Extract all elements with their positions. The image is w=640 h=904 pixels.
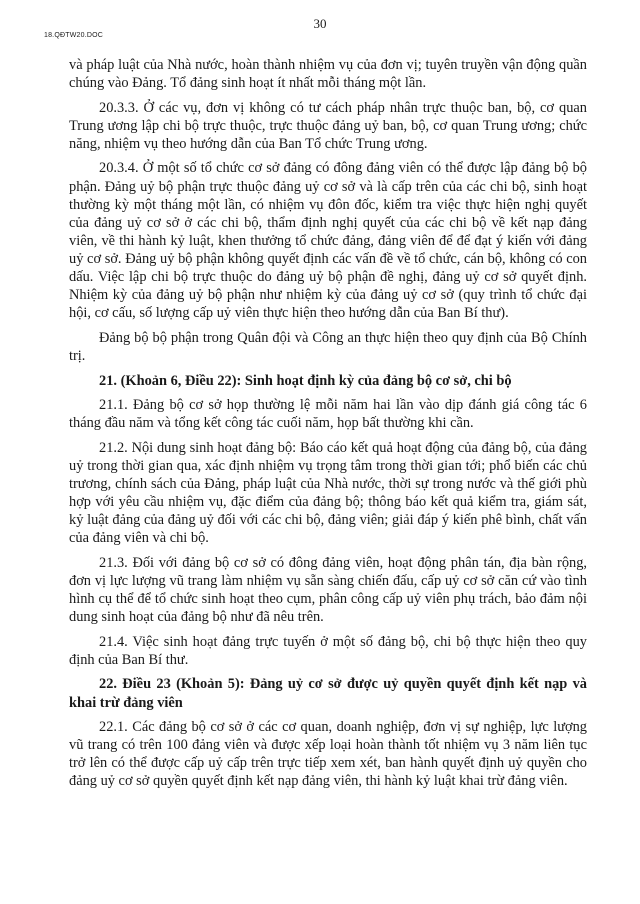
paragraph-21-4: 21.4. Việc sinh hoạt đảng trực tuyến ở một số đảng bộ, chi bộ thực hiện theo quy định của Ban Bí thư. [69, 633, 587, 668]
paragraph-20-3-4: 20.3.4. Ở một số tổ chức cơ sở đảng có đông đảng viên có thể được lập đảng bộ bộ phận. Đảng uỷ bộ phận trực thuộc đảng uỷ cơ sở và là cấp trên của các chi bộ, sinh hoạt thường kỳ một tháng một lần, có nhiệm vụ đôn đốc, kiểm tra việc thực hiện nghị quyết của đảng uỷ cơ sở ở các chi bộ, thẩm định nghị quyết của các chi bộ về kết nạp đảng viên, về thi hành kỷ luật, khen thưởng tổ chức đảng, đảng viên để để đạt ý kiến với đảng uỷ cơ sở. Đảng uỷ bộ phận không quyết định các vấn đề về tổ chức, cán bộ, không có con dấu. Việc lập chi bộ trực thuộc do đảng uỷ bộ phận đề nghị, đảng uỷ cơ sở quyết định. Nhiệm kỳ của đảng uỷ bộ phận như nhiệm kỳ của đảng uỷ cơ sở (quy trình tổ chức đại hội, cơ cấu, số lượng cấp uỷ viên thực hiện theo hướng dẫn của Ban Bí thư). [69, 160, 587, 322]
document-file-label: 18.QĐTW20.DOC [44, 32, 103, 39]
page-number: 30 [313, 16, 327, 31]
paragraph-22-1: 22.1. Các đảng bộ cơ sở ở các cơ quan, doanh nghiệp, đơn vị sự nghiệp, lực lượng vũ trang có trên 100 đảng viên và được xếp loại hoàn thành tốt nhiệm vụ 3 năm liên tục trở lên có thể được cấp uỷ cấp trên trực tiếp xem xét, ban hành quyết định uỷ quyền cho đảng uỷ cơ sở quyền quyết định kết nạp đảng viên, thi hành kỷ luật khai trừ đảng viên. [69, 719, 587, 790]
section-heading-22: 22. Điều 23 (Khoản 5): Đảng uỷ cơ sở được uỷ quyền quyết định kết nạp và khai trừ đảng viên [69, 676, 587, 711]
paragraph-21-2: 21.2. Nội dung sinh hoạt đảng bộ: Báo cáo kết quả hoạt động của đảng bộ, của đảng uỷ trong thời gian qua, xác định nhiệm vụ trọng tâm trong thời gian tới; phổ biến các chủ trương, chính sách của Đảng, pháp luật của Nhà nước, thời sự trong nước và thế giới phù hợp với yêu cầu nhiệm vụ, đặc điểm của đảng bộ; thông báo kết quả kiểm tra, giám sát, kỷ luật đảng của đảng uỷ đối với các chi bộ, đảng viên; giải đáp ý kiến phê bình, chất vấn của đảng viên và chi bộ. [69, 439, 587, 547]
paragraph-continuation: và pháp luật của Nhà nước, hoàn thành nhiệm vụ của đơn vị; tuyên truyền vận động quần chúng vào Đảng. Tổ đảng sinh hoạt ít nhất mỗi tháng một lần. [69, 57, 587, 92]
paragraph-21-3: 21.3. Đối với đảng bộ cơ sở có đông đảng viên, hoạt động phân tán, địa bàn rộng, đơn vị lực lượng vũ trang làm nhiệm vụ sẵn sàng chiến đấu, cấp uỷ cơ sở căn cứ vào tình hình cụ thể để tổ chức sinh hoạt theo cụm, phân công cấp uỷ viên phụ trách, bảo đảm nội dung sinh hoạt của đảng bộ như đã nêu trên. [69, 554, 587, 626]
document-body [69, 56, 587, 790]
paragraph-bo-chinh-tri: Đảng bộ bộ phận trong Quân đội và Công an thực hiện theo quy định của Bộ Chính trị. [69, 329, 587, 364]
section-heading-21: 21. (Khoản 6, Điều 22): Sinh hoạt định kỳ của đảng bộ cơ sở, chi bộ [99, 372, 512, 389]
paragraph-21-1: 21.1. Đảng bộ cơ sở họp thường lệ mỗi năm hai lần vào dịp đánh giá công tác 6 tháng đầu năm và tổng kết công tác cuối năm, họp bất thường khi cần. [69, 397, 587, 432]
paragraph-20-3-3: 20.3.3. Ở các vụ, đơn vị không có tư cách pháp nhân trực thuộc ban, bộ, cơ quan Trung ương lập chi bộ trực thuộc, trực thuộc đảng uỷ ban, bộ, cơ quan Trung ương; chức năng, nhiệm vụ theo hướng dẫn của Ban Tổ chức Trung ương. [69, 99, 587, 152]
